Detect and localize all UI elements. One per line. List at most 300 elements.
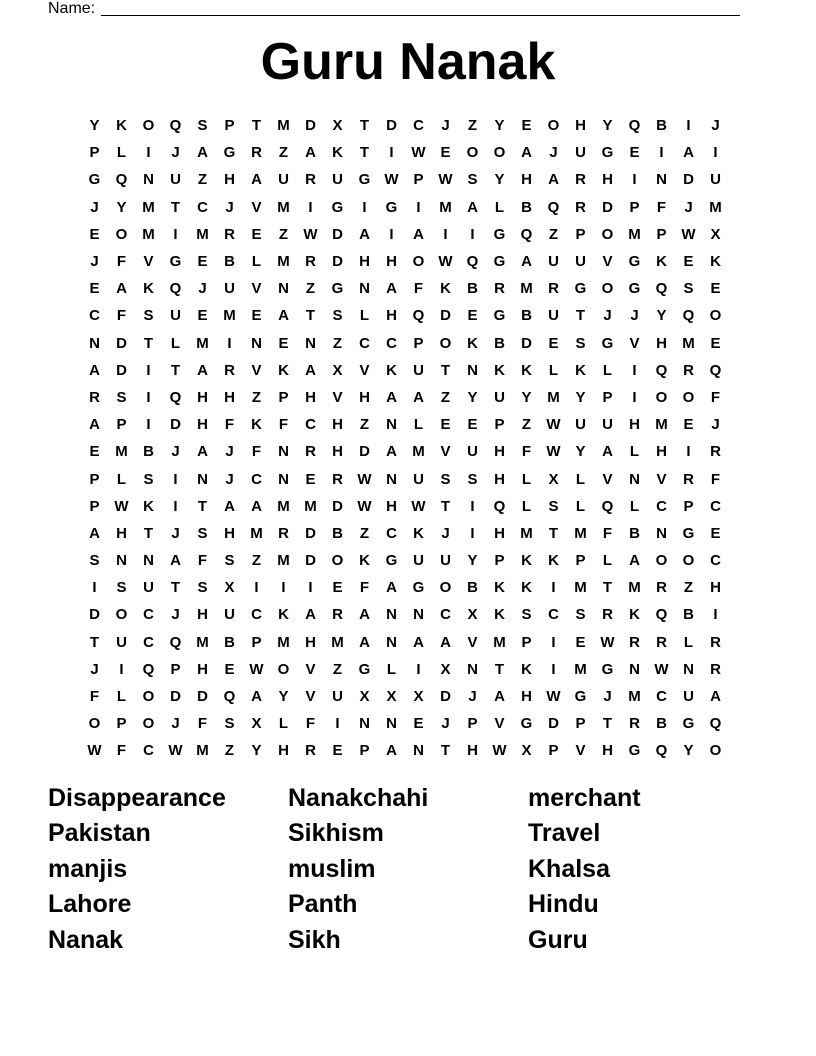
grid-letter: F xyxy=(197,552,208,570)
grid-letter: R xyxy=(332,606,343,624)
grid-letter: N xyxy=(386,715,397,733)
grid-letter: W xyxy=(357,470,372,488)
grid-letter: E xyxy=(197,253,208,271)
grid-letter: L xyxy=(116,470,127,488)
grid-letter: D xyxy=(89,606,100,624)
grid-letter: W xyxy=(492,742,507,760)
grid-letter: T xyxy=(494,660,505,678)
grid-letter: O xyxy=(547,117,560,135)
grid-letter: A xyxy=(251,688,262,706)
grid-letter: G xyxy=(385,552,398,570)
grid-letter: B xyxy=(467,280,478,298)
grid-letter: V xyxy=(575,742,586,760)
grid-letter: U xyxy=(683,688,694,706)
grid-letter: F xyxy=(197,715,208,733)
grid-letter: V xyxy=(467,633,478,651)
grid-letter: J xyxy=(225,198,234,216)
grid-letter: K xyxy=(494,579,505,597)
grid-letter: V xyxy=(251,280,262,298)
grid-letter: D xyxy=(332,225,343,243)
grid-row xyxy=(81,656,729,683)
grid-letter: C xyxy=(413,117,424,135)
grid-letter: B xyxy=(494,334,505,352)
grid-letter: M xyxy=(142,225,155,243)
grid-letter: I xyxy=(686,443,691,461)
grid-letter: M xyxy=(196,334,209,352)
grid-letter: T xyxy=(170,579,181,597)
grid-letter: Q xyxy=(655,361,668,379)
grid-letter: Z xyxy=(467,117,478,135)
grid-letter: C xyxy=(656,688,667,706)
grid-letter: J xyxy=(468,688,477,706)
letter-grid xyxy=(81,112,729,765)
grid-row xyxy=(81,112,729,139)
grid-letter: J xyxy=(711,117,720,135)
grid-letter: L xyxy=(629,443,640,461)
grid-letter: J xyxy=(441,524,450,542)
grid-letter: N xyxy=(143,552,154,570)
grid-letter: A xyxy=(413,633,424,651)
grid-letter: A xyxy=(224,497,235,515)
grid-letter: M xyxy=(277,117,290,135)
grid-letter: O xyxy=(331,552,344,570)
grid-letter: T xyxy=(305,307,316,325)
grid-letter: J xyxy=(171,443,180,461)
grid-letter: H xyxy=(224,524,235,542)
grid-row xyxy=(81,547,729,574)
grid-letter: Y xyxy=(521,388,532,406)
grid-letter: E xyxy=(440,144,451,162)
grid-letter: S xyxy=(143,307,154,325)
grid-letter: U xyxy=(413,361,424,379)
grid-letter: Q xyxy=(493,497,506,515)
grid-letter: O xyxy=(682,388,695,406)
grid-letter: N xyxy=(683,660,694,678)
grid-letter: P xyxy=(170,660,181,678)
grid-letter: N xyxy=(413,742,424,760)
grid-letter: X xyxy=(710,225,721,243)
grid-letter: O xyxy=(709,742,722,760)
grid-letter: D xyxy=(440,307,451,325)
grid-letter: G xyxy=(385,198,398,216)
word-item: Sikh xyxy=(288,925,341,954)
grid-letter: I xyxy=(470,524,475,542)
grid-letter: H xyxy=(224,171,235,189)
grid-letter: C xyxy=(251,470,262,488)
grid-letter: R xyxy=(305,171,316,189)
grid-letter: D xyxy=(683,171,694,189)
grid-letter: T xyxy=(602,579,613,597)
grid-letter: P xyxy=(656,225,667,243)
grid-letter: V xyxy=(359,361,370,379)
grid-letter: U xyxy=(332,688,343,706)
grid-letter: O xyxy=(115,225,128,243)
grid-letter: R xyxy=(305,443,316,461)
grid-letter: I xyxy=(308,579,313,597)
grid-letter: Q xyxy=(169,388,182,406)
grid-letter: Z xyxy=(683,579,694,597)
grid-letter: E xyxy=(548,334,559,352)
grid-letter: A xyxy=(251,497,262,515)
grid-letter: V xyxy=(251,198,262,216)
grid-letter: S xyxy=(224,715,235,733)
grid-letter: R xyxy=(251,144,262,162)
grid-letter: I xyxy=(173,470,178,488)
grid-letter: P xyxy=(494,416,505,434)
grid-letter: R xyxy=(575,198,586,216)
grid-letter: F xyxy=(89,688,100,706)
grid-letter: P xyxy=(413,334,424,352)
grid-letter: G xyxy=(331,198,344,216)
grid-letter: M xyxy=(628,688,641,706)
grid-letter: X xyxy=(224,579,235,597)
grid-letter: A xyxy=(521,253,532,271)
grid-letter: V xyxy=(305,688,316,706)
grid-letter: U xyxy=(170,307,181,325)
grid-letter: V xyxy=(440,443,451,461)
grid-letter: S xyxy=(332,307,343,325)
grid-letter: R xyxy=(224,225,235,243)
grid-letter: U xyxy=(224,280,235,298)
grid-letter: N xyxy=(116,552,127,570)
grid-letter: Q xyxy=(547,198,560,216)
grid-letter: J xyxy=(684,198,693,216)
word-item: Disappearance xyxy=(48,783,226,812)
grid-letter: G xyxy=(493,225,506,243)
grid-letter: K xyxy=(656,253,667,271)
grid-letter: J xyxy=(171,715,180,733)
grid-letter: C xyxy=(710,497,721,515)
grid-letter: H xyxy=(359,253,370,271)
grid-letter: O xyxy=(493,144,506,162)
grid-letter: H xyxy=(386,497,397,515)
grid-letter: K xyxy=(467,334,478,352)
grid-letter: I xyxy=(389,225,394,243)
grid-letter: L xyxy=(683,633,694,651)
grid-letter: H xyxy=(386,253,397,271)
grid-letter: Y xyxy=(575,388,586,406)
grid-letter: A xyxy=(386,742,397,760)
grid-letter: I xyxy=(551,579,556,597)
name-underline[interactable] xyxy=(101,15,740,16)
grid-letter: M xyxy=(493,633,506,651)
grid-letter: E xyxy=(251,225,262,243)
grid-letter: Q xyxy=(628,117,641,135)
grid-letter: E xyxy=(467,307,478,325)
grid-letter: V xyxy=(494,715,505,733)
grid-letter: M xyxy=(520,280,533,298)
grid-letter: Y xyxy=(251,742,262,760)
grid-letter: J xyxy=(171,524,180,542)
grid-row xyxy=(81,194,729,221)
grid-letter: I xyxy=(119,660,124,678)
grid-letter: B xyxy=(656,117,667,135)
grid-letter: B xyxy=(467,579,478,597)
grid-letter: C xyxy=(656,497,667,515)
grid-row xyxy=(81,384,729,411)
grid-letter: A xyxy=(386,388,397,406)
grid-letter: W xyxy=(411,144,426,162)
grid-letter: A xyxy=(116,280,127,298)
grid-letter: Z xyxy=(359,416,370,434)
grid-row xyxy=(81,411,729,438)
grid-letter: Z xyxy=(332,660,343,678)
grid-letter: M xyxy=(250,524,263,542)
grid-letter: J xyxy=(225,470,234,488)
grid-letter: A xyxy=(413,225,424,243)
grid-letter: X xyxy=(386,688,397,706)
grid-letter: N xyxy=(386,606,397,624)
grid-row xyxy=(81,520,729,547)
word-list xyxy=(48,780,788,958)
grid-letter: V xyxy=(251,361,262,379)
grid-letter: P xyxy=(521,633,532,651)
grid-letter: P xyxy=(575,715,586,733)
grid-letter: I xyxy=(254,579,259,597)
word-item: Khalsa xyxy=(528,854,610,883)
grid-letter: L xyxy=(575,497,586,515)
grid-letter: P xyxy=(467,715,478,733)
grid-letter: H xyxy=(521,688,532,706)
grid-letter: I xyxy=(416,660,421,678)
grid-letter: K xyxy=(386,361,397,379)
grid-letter: S xyxy=(197,579,208,597)
grid-row xyxy=(81,330,729,357)
grid-letter: G xyxy=(628,253,641,271)
grid-letter: G xyxy=(223,144,236,162)
grid-letter: N xyxy=(656,171,667,189)
grid-letter: K xyxy=(440,280,451,298)
grid-letter: I xyxy=(362,198,367,216)
grid-letter: G xyxy=(682,715,695,733)
grid-letter: A xyxy=(305,606,316,624)
grid-letter: L xyxy=(521,497,532,515)
grid-letter: U xyxy=(575,416,586,434)
grid-letter: Z xyxy=(224,742,235,760)
word-row xyxy=(48,816,788,852)
word-item: manjis xyxy=(48,854,128,883)
grid-letter: D xyxy=(521,334,532,352)
grid-row xyxy=(81,629,729,656)
grid-letter: O xyxy=(142,117,155,135)
grid-letter: I xyxy=(335,715,340,733)
grid-letter: J xyxy=(441,715,450,733)
grid-letter: L xyxy=(116,688,127,706)
grid-letter: C xyxy=(143,742,154,760)
grid-letter: Q xyxy=(709,715,722,733)
grid-letter: O xyxy=(466,144,479,162)
grid-letter: D xyxy=(332,253,343,271)
grid-letter: I xyxy=(632,388,637,406)
grid-letter: K xyxy=(521,361,532,379)
grid-letter: A xyxy=(251,171,262,189)
grid-row xyxy=(81,302,729,329)
grid-letter: A xyxy=(386,579,397,597)
grid-letter: I xyxy=(443,225,448,243)
grid-letter: I xyxy=(92,579,97,597)
grid-letter: K xyxy=(143,280,154,298)
grid-letter: O xyxy=(439,334,452,352)
grid-letter: H xyxy=(467,742,478,760)
grid-row xyxy=(81,683,729,710)
grid-letter: E xyxy=(710,334,721,352)
word-row xyxy=(48,851,788,887)
grid-letter: E xyxy=(710,280,721,298)
grid-letter: M xyxy=(277,497,290,515)
grid-letter: H xyxy=(197,606,208,624)
grid-letter: R xyxy=(656,633,667,651)
word-item: Hindu xyxy=(528,890,599,919)
word-row xyxy=(48,780,788,816)
grid-letter: U xyxy=(575,253,586,271)
grid-letter: E xyxy=(467,416,478,434)
grid-letter: F xyxy=(710,388,721,406)
grid-letter: I xyxy=(713,144,718,162)
grid-letter: A xyxy=(602,443,613,461)
grid-letter: M xyxy=(304,497,317,515)
grid-letter: A xyxy=(197,144,208,162)
grid-letter: P xyxy=(89,470,100,488)
grid-letter: H xyxy=(494,470,505,488)
grid-letter: J xyxy=(711,416,720,434)
grid-letter: B xyxy=(683,606,694,624)
grid-letter: Z xyxy=(440,388,451,406)
grid-letter: U xyxy=(494,388,505,406)
grid-letter: N xyxy=(359,715,370,733)
grid-letter: N xyxy=(251,334,262,352)
grid-letter: H xyxy=(656,443,667,461)
grid-letter: R xyxy=(224,361,235,379)
grid-letter: Q xyxy=(655,606,668,624)
grid-letter: T xyxy=(602,715,613,733)
grid-letter: M xyxy=(196,633,209,651)
grid-letter: K xyxy=(116,117,127,135)
grid-letter: A xyxy=(170,552,181,570)
grid-letter: X xyxy=(548,470,559,488)
grid-letter: A xyxy=(359,606,370,624)
grid-letter: Z xyxy=(305,280,316,298)
grid-letter: S xyxy=(521,606,532,624)
grid-letter: A xyxy=(89,524,100,542)
grid-letter: A xyxy=(278,307,289,325)
word-item: Nanak xyxy=(48,925,124,954)
grid-letter: G xyxy=(601,660,614,678)
grid-letter: F xyxy=(602,524,613,542)
grid-letter: S xyxy=(575,334,586,352)
grid-letter: W xyxy=(681,225,696,243)
grid-letter: W xyxy=(87,742,102,760)
grid-letter: O xyxy=(88,715,101,733)
word-item: Pakistan xyxy=(48,819,151,848)
grid-letter: H xyxy=(332,443,343,461)
grid-letter: L xyxy=(278,715,289,733)
grid-letter: W xyxy=(546,416,561,434)
grid-letter: L xyxy=(521,470,532,488)
grid-letter: Y xyxy=(683,742,694,760)
grid-letter: L xyxy=(386,660,397,678)
grid-letter: I xyxy=(713,606,718,624)
grid-letter: Z xyxy=(548,225,559,243)
grid-letter: P xyxy=(629,198,640,216)
grid-letter: H xyxy=(494,524,505,542)
word-row xyxy=(48,922,788,958)
word-item: Panth xyxy=(288,890,358,919)
grid-letter: U xyxy=(602,416,613,434)
grid-letter: G xyxy=(412,579,425,597)
grid-letter: J xyxy=(90,198,99,216)
grid-letter: K xyxy=(521,579,532,597)
grid-letter: M xyxy=(628,225,641,243)
grid-letter: Y xyxy=(467,388,478,406)
grid-letter: B xyxy=(224,633,235,651)
grid-letter: N xyxy=(197,470,208,488)
grid-letter: E xyxy=(521,117,532,135)
grid-letter: X xyxy=(332,117,343,135)
grid-letter: O xyxy=(439,579,452,597)
grid-row xyxy=(81,248,729,275)
grid-letter: R xyxy=(602,606,613,624)
grid-letter: F xyxy=(710,470,721,488)
grid-letter: O xyxy=(682,552,695,570)
grid-letter: H xyxy=(575,117,586,135)
grid-letter: N xyxy=(629,660,640,678)
grid-letter: R xyxy=(89,388,100,406)
grid-letter: I xyxy=(632,361,637,379)
grid-letter: R xyxy=(710,443,721,461)
grid-letter: L xyxy=(629,497,640,515)
grid-letter: E xyxy=(683,253,694,271)
grid-letter: A xyxy=(467,198,478,216)
grid-letter: I xyxy=(227,334,232,352)
grid-row xyxy=(81,438,729,465)
grid-letter: K xyxy=(278,606,289,624)
grid-letter: M xyxy=(277,198,290,216)
grid-letter: K xyxy=(413,524,424,542)
grid-letter: H xyxy=(602,742,613,760)
grid-letter: A xyxy=(89,361,100,379)
grid-letter: P xyxy=(224,117,235,135)
grid-letter: L xyxy=(413,416,424,434)
grid-letter: J xyxy=(171,606,180,624)
grid-letter: C xyxy=(305,416,316,434)
grid-letter: N xyxy=(278,470,289,488)
grid-letter: I xyxy=(146,361,151,379)
grid-letter: N xyxy=(467,361,478,379)
grid-letter: Q xyxy=(142,660,155,678)
grid-letter: M xyxy=(196,742,209,760)
grid-letter: M xyxy=(682,334,695,352)
grid-letter: A xyxy=(683,144,694,162)
grid-letter: Y xyxy=(575,443,586,461)
grid-letter: H xyxy=(305,633,316,651)
grid-letter: M xyxy=(115,443,128,461)
grid-letter: Z xyxy=(521,416,532,434)
grid-letter: N xyxy=(359,280,370,298)
grid-letter: Q xyxy=(520,225,533,243)
grid-letter: U xyxy=(170,171,181,189)
grid-letter: D xyxy=(170,688,181,706)
grid-letter: C xyxy=(386,334,397,352)
grid-letter: D xyxy=(305,524,316,542)
grid-letter: J xyxy=(171,144,180,162)
grid-letter: Z xyxy=(332,334,343,352)
grid-letter: I xyxy=(416,198,421,216)
grid-letter: Y xyxy=(494,117,505,135)
grid-letter: D xyxy=(305,552,316,570)
grid-letter: P xyxy=(548,742,559,760)
grid-letter: L xyxy=(494,198,505,216)
grid-letter: Z xyxy=(251,388,262,406)
